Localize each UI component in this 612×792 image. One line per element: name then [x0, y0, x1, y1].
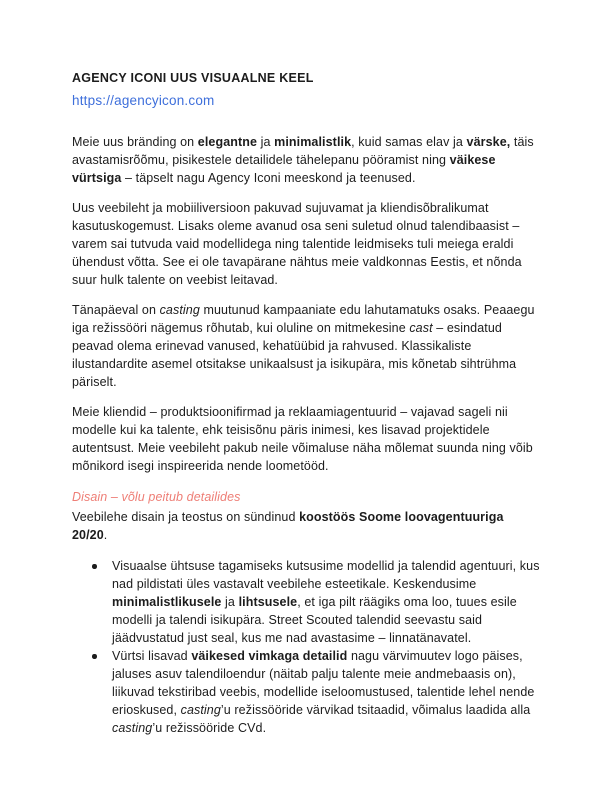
text-run: nagu värvimuutev logo päises, jaluses asuv talendiloendur (näitab palju talente meie andmebaasis on), liikuvad tekstiribad veebis, modellide iseloomustused, talentide lehel nende erioskused,: [112, 649, 535, 717]
paragraph-clients: [72, 403, 540, 475]
italic-text-run: casting: [180, 703, 221, 717]
list-item-visual-unity: [72, 557, 540, 647]
text-run: , et iga pilt räägiks oma loo, tuues esile modelli ja talendi isikupära. Street Scouted talendid seevastu said jäädvustatud just seal, kus me nad avastasime – linnatänavatel.: [112, 595, 517, 645]
text-run: Vürtsi lisavad: [112, 649, 192, 663]
text-run: .: [103, 528, 108, 542]
list-item-text: [112, 649, 534, 735]
italic-text-run: cast: [409, 321, 433, 335]
text-run: – esindatud peavad olema erinevad vanused, kehatüübid ja rahvused. Klassikaliste ilustandardite asemel otsitakse unikaalsust ja isikupära, mis kõnetab sihtrühma päriselt.: [72, 321, 517, 389]
bullet-icon: [92, 654, 97, 659]
bullet-icon: [92, 564, 97, 569]
paragraph-website: [72, 199, 540, 289]
text-run: , kuid samas elav ja: [351, 135, 467, 149]
bold-text-run: minimalistlik: [274, 135, 352, 149]
list-item-text: [112, 559, 540, 645]
bold-text-run: elegantne: [197, 135, 258, 149]
text-run: muutunud kampaaniate edu lahutamatuks osaks. Peaaegu iga režissööri nägemus rõhutab, kui oluline on mitmekesine: [72, 303, 535, 335]
italic-text-run: casting: [112, 721, 153, 735]
paragraph-casting: [72, 301, 540, 391]
text-run: – täpselt nagu Agency Iconi meeskond ja teenused.: [121, 171, 416, 185]
section-heading-design: Disain – võlu peitub detailides: [72, 490, 241, 504]
italic-text-run: casting: [159, 303, 200, 317]
bold-text-run: lihtsusele: [238, 595, 298, 609]
text-run: ’u režissööride värvikad tsitaadid, võimalus laadida alla: [220, 703, 531, 717]
text-run: Meie kliendid – produktsioonifirmad ja reklaamiagentuurid – vajavad sageli nii modelle kui ka talente, ehk teisisõnu päris inimesi, kes lisavad projektidele autentsust. Meie veebileht pakub neile võimaluse näha mõlemat suunda ning võib mõnikord isegi inspireerida nende loometööd.: [72, 405, 533, 473]
bold-text-run: värske,: [466, 135, 511, 149]
bold-text-run: koostöös Soome loovagentuuriga 20/20: [72, 510, 504, 542]
text-run: Visuaalse ühtsuse tagamiseks kutsusime modellid ja talendid agentuuri, kus nad pildistati üles vastavalt veebilehe esteetikale. Keskendusime: [112, 559, 540, 591]
bold-text-run: väikesed vimkaga detailid: [191, 649, 348, 663]
bold-text-run: minimalistlikusele: [112, 595, 222, 609]
bold-text-run: väikese vürtsiga: [72, 153, 496, 185]
document-title: AGENCY ICONI UUS VISUAALNE KEEL: [72, 71, 314, 85]
text-run: Veebilehe disain ja teostus on sündinud: [72, 510, 300, 524]
detail-list: [72, 557, 540, 737]
text-run: ja: [221, 595, 239, 609]
text-run: täis avastamisrõõmu, pisikestele detailidele tähelepanu pööramist ning: [72, 135, 534, 167]
text-run: Uus veebileht ja mobiiliversioon pakuvad sujuvamat ja kliendisõbralikumat kasutuskogemust. Lisaks oleme avanud osa seni suletud olnud talendibaasist – varem sai tutvuda vaid modellidega ning talentide leidmiseks tuli meiega eraldi ühendust võtta. See ei ole tavapärane nähtus meie valdkonnas Eestis, et nõnda suur hulk talente on veebist leitavad.: [72, 201, 522, 287]
text-run: Meie uus bränding on: [72, 135, 198, 149]
document-link[interactable]: https://agencyicon.com: [72, 93, 215, 108]
list-item-details: [72, 647, 540, 737]
paragraph-section-intro: [72, 508, 540, 544]
paragraph-branding: [72, 133, 540, 187]
text-run: ja: [257, 135, 275, 149]
text-run: Tänapäeval on: [72, 303, 160, 317]
text-run: ’u režissööride CVd.: [152, 721, 267, 735]
